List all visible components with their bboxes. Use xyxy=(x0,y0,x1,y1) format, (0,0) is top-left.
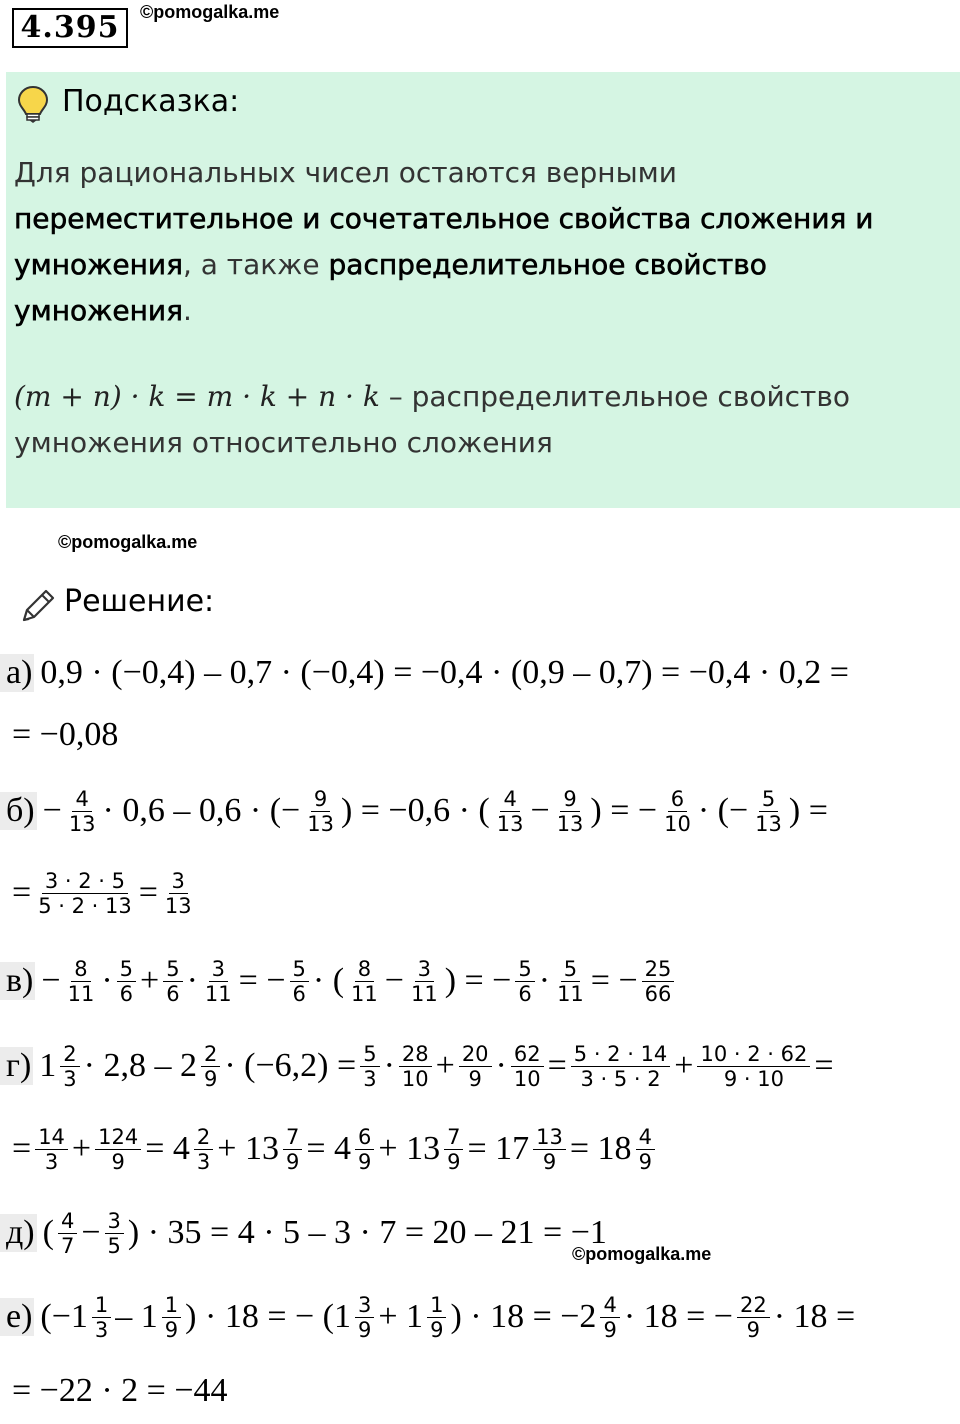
numerator: 10 · 2 · 62 xyxy=(697,1042,810,1067)
pencil-icon xyxy=(18,586,58,626)
fraction xyxy=(571,1042,671,1091)
expression-part: · xyxy=(538,962,551,999)
expression-part: · xyxy=(186,962,198,999)
fraction xyxy=(105,1209,124,1258)
expression-part: · 18 = xyxy=(773,1298,856,1335)
expression-part: + xyxy=(71,1130,92,1167)
denominator: 9 xyxy=(164,1317,179,1342)
expression: = −0,08 xyxy=(12,716,119,753)
numerator: 3 xyxy=(169,869,188,894)
numerator: 22 xyxy=(737,1293,770,1318)
fraction xyxy=(399,1042,432,1091)
expression-part: ) = − xyxy=(444,962,512,999)
expression-part: − xyxy=(41,962,61,999)
numerator: 13 xyxy=(533,1125,566,1150)
fraction xyxy=(515,957,534,1006)
expression: 0,9 · (−0,4) – 0,7 · (−0,4) = −0,4 · (0,9 – 0,7) = −0,4 · 0,2 = xyxy=(40,654,849,691)
expression-part: = xyxy=(12,874,32,911)
numerator: 25 xyxy=(642,957,675,982)
expression-part: = 4 xyxy=(145,1130,190,1167)
numerator: 7 xyxy=(283,1125,302,1150)
numerator: 5 · 2 · 14 xyxy=(571,1042,671,1067)
numerator: 3 xyxy=(415,957,434,982)
task-number: 4.395 xyxy=(12,8,128,48)
fraction xyxy=(58,1209,77,1258)
expression-part: (−1 xyxy=(40,1298,88,1335)
expression-part: = 4 xyxy=(306,1130,352,1167)
numerator: 5 xyxy=(561,957,580,982)
expression-part: · (−6,2) = xyxy=(224,1047,357,1084)
denominator: 9 xyxy=(638,1149,652,1174)
hint-formula: (m + n) · k = m · k + n · k – распределительное свойство умножения относительно сложения xyxy=(14,380,850,459)
fraction xyxy=(737,1293,770,1342)
expression-part: – 1 xyxy=(115,1298,158,1335)
solution-line-v xyxy=(0,950,678,1012)
expression-part: · ( xyxy=(312,962,345,999)
numerator: 4 xyxy=(636,1125,655,1150)
expression-part: + xyxy=(435,1047,455,1084)
expression-part: · (− xyxy=(697,792,749,829)
denominator: 9 xyxy=(542,1149,557,1174)
expression-part: · 18 = − xyxy=(623,1298,733,1335)
numerator: 8 xyxy=(355,957,374,982)
denominator: 11 xyxy=(204,981,232,1006)
numerator: 4 xyxy=(58,1209,77,1234)
numerator: 4 xyxy=(500,787,519,812)
hint-bold-1: переместительное и сочетательное свойства сложения и умножения xyxy=(14,202,874,281)
item-label: д) xyxy=(0,1214,37,1252)
item-label: г) xyxy=(0,1047,33,1085)
denominator: 3 xyxy=(44,1149,59,1174)
expression-part: − xyxy=(42,792,62,829)
fraction xyxy=(408,957,441,1006)
numerator: 9 xyxy=(560,787,579,812)
solution-line-g xyxy=(0,1033,834,1099)
expression-part: + 13 xyxy=(217,1130,279,1167)
numerator: 5 xyxy=(360,1042,379,1067)
denominator: 3 xyxy=(94,1317,109,1342)
fraction xyxy=(752,787,785,836)
denominator: 3 xyxy=(363,1066,377,1091)
numerator: 124 xyxy=(95,1125,141,1150)
denominator: 7 xyxy=(60,1233,75,1258)
expression-part: · 2,8 – 2 xyxy=(83,1047,197,1084)
expression-part: − xyxy=(530,792,550,829)
item-label: е) xyxy=(0,1298,34,1336)
expression-part: + 13 xyxy=(378,1130,441,1167)
denominator: 9 xyxy=(430,1317,444,1342)
denominator: 9 xyxy=(447,1149,461,1174)
fraction xyxy=(35,869,135,918)
expression-part: = 18 xyxy=(569,1130,632,1167)
denominator: 9 xyxy=(358,1149,372,1174)
solution-line-b xyxy=(0,780,828,842)
fraction xyxy=(92,1293,111,1342)
numerator: 6 xyxy=(355,1125,374,1150)
denominator: 6 xyxy=(166,981,180,1006)
fraction xyxy=(459,1042,492,1091)
numerator: 1 xyxy=(92,1293,111,1318)
expression-part: · 0,6 – 0,6 · (− xyxy=(102,792,301,829)
fraction xyxy=(636,1125,655,1174)
numerator: 7 xyxy=(444,1125,463,1150)
denominator: 10 xyxy=(513,1066,541,1091)
numerator: 5 xyxy=(759,787,778,812)
numerator: 5 xyxy=(515,957,534,982)
solution-line-a xyxy=(0,650,849,696)
fraction xyxy=(533,1125,566,1174)
expression: = −22 · 2 = −44 xyxy=(12,1372,228,1409)
fraction xyxy=(355,1125,374,1174)
denominator: 13 xyxy=(556,811,584,836)
expression-part: ) · 35 = 4 · 5 – 3 · 7 = 20 – 21 = −1 xyxy=(127,1214,607,1251)
fraction xyxy=(201,1042,220,1091)
expression-part: = xyxy=(12,1130,32,1167)
expression-part: ) · 18 = − (1 xyxy=(185,1298,351,1335)
numerator: 1 xyxy=(427,1293,446,1318)
numerator: 5 xyxy=(290,957,309,982)
denominator: 3 xyxy=(196,1149,211,1174)
denominator: 9 xyxy=(203,1066,218,1091)
denominator: 10 xyxy=(401,1066,429,1091)
numerator: 28 xyxy=(399,1042,432,1067)
denominator: 9 xyxy=(358,1317,372,1342)
denominator: 9 xyxy=(468,1066,482,1091)
numerator: 9 xyxy=(311,787,330,812)
fraction xyxy=(355,1293,374,1342)
fraction xyxy=(35,1125,68,1174)
item-label: б) xyxy=(0,792,37,830)
numerator: 8 xyxy=(71,957,90,982)
expression-part: · xyxy=(383,1047,395,1084)
denominator: 3 · 5 · 2 xyxy=(580,1066,661,1091)
denominator: 3 xyxy=(63,1066,77,1091)
denominator: 5 xyxy=(107,1233,121,1258)
watermark-top: ©pomogalka.me xyxy=(140,2,280,22)
fraction xyxy=(65,957,98,1006)
solution-line-g2 xyxy=(0,1118,659,1180)
expression-part: = − xyxy=(238,962,286,999)
formula-math: (m + n) · k = m · k + n · k xyxy=(14,380,380,413)
solution-line-b2 xyxy=(0,862,199,924)
fraction xyxy=(360,1042,379,1091)
denominator: 9 xyxy=(603,1317,617,1342)
fraction xyxy=(60,1042,79,1091)
expression-part: + 1 xyxy=(378,1298,424,1335)
expression-part: + xyxy=(140,962,160,999)
expression-part: = xyxy=(547,1047,567,1084)
numerator: 4 xyxy=(600,1293,619,1318)
numerator: 3 xyxy=(355,1293,374,1318)
fraction xyxy=(117,957,136,1006)
denominator: 66 xyxy=(644,981,672,1006)
expression-part: ) = xyxy=(788,792,828,829)
fraction xyxy=(95,1125,141,1174)
numerator: 20 xyxy=(459,1042,492,1067)
expression-part: − xyxy=(81,1214,101,1251)
fraction xyxy=(348,957,381,1006)
fraction xyxy=(444,1125,463,1174)
numerator: 3 xyxy=(209,957,228,982)
expression-part: + xyxy=(674,1047,694,1084)
fraction xyxy=(600,1293,619,1342)
numerator: 3 xyxy=(105,1209,124,1234)
fraction xyxy=(511,1042,544,1091)
numerator: 1 xyxy=(162,1293,181,1318)
numerator: 2 xyxy=(60,1042,79,1067)
denominator: 9 xyxy=(285,1149,300,1174)
fraction xyxy=(202,957,235,1006)
denominator: 6 xyxy=(518,981,532,1006)
expression-part: 1 xyxy=(39,1047,57,1084)
denominator: 13 xyxy=(496,811,524,836)
denominator: 10 xyxy=(664,811,691,836)
numerator: 4 xyxy=(72,787,91,812)
expression-part: ) = −0,6 · ( xyxy=(340,792,490,829)
expression-part: ( xyxy=(42,1214,54,1251)
expression-part: − xyxy=(384,962,404,999)
denominator: 11 xyxy=(351,981,378,1006)
expression-part: = xyxy=(138,874,158,911)
denominator: 13 xyxy=(307,811,334,836)
expression-part: = xyxy=(814,1047,834,1084)
fraction xyxy=(697,1042,810,1091)
numerator: 14 xyxy=(35,1125,68,1150)
fraction xyxy=(290,957,309,1006)
denominator: 11 xyxy=(67,981,95,1006)
fraction xyxy=(194,1125,213,1174)
fraction xyxy=(66,787,99,836)
solution-line-e2 xyxy=(0,1368,228,1414)
numerator: 62 xyxy=(511,1042,544,1067)
denominator: 5 · 2 · 13 xyxy=(38,893,132,918)
denominator: 9 xyxy=(746,1317,761,1342)
numerator: 6 xyxy=(668,787,687,812)
denominator: 9 · 10 xyxy=(723,1066,784,1091)
solution-line-d xyxy=(0,1202,607,1264)
fraction xyxy=(554,787,587,836)
fraction xyxy=(642,957,675,1006)
numerator: 3 · 2 · 5 xyxy=(42,869,128,894)
fraction xyxy=(283,1125,302,1174)
fraction xyxy=(427,1293,446,1342)
denominator: 11 xyxy=(410,981,438,1006)
solution-line-a2 xyxy=(0,712,118,758)
fraction xyxy=(554,957,587,1006)
solution-line-e xyxy=(0,1286,855,1348)
denominator: 9 xyxy=(111,1149,125,1174)
solution-title: Решение: xyxy=(64,584,215,619)
item-label: а) xyxy=(0,654,34,692)
numerator: 5 xyxy=(163,957,182,982)
fraction xyxy=(304,787,337,836)
denominator: 13 xyxy=(164,893,192,918)
denominator: 13 xyxy=(68,811,96,836)
hint-bold-2: распределительное свойство умножения xyxy=(14,248,767,327)
expression-part: ) · 18 = −2 xyxy=(450,1298,597,1335)
denominator: 11 xyxy=(557,981,584,1006)
lightbulb-icon xyxy=(16,84,50,124)
fraction xyxy=(162,869,195,918)
fraction xyxy=(494,787,527,836)
fraction xyxy=(661,787,694,836)
expression-part: · xyxy=(495,1047,507,1084)
item-label: в) xyxy=(0,962,35,1000)
fraction xyxy=(163,957,182,1006)
denominator: 6 xyxy=(292,981,306,1006)
numerator: 2 xyxy=(194,1125,213,1150)
hint-paragraph: Для рациональных чисел остаются верными переместительное и сочетательное свойства сложения и умножения, а также распределительное свойство умножения. xyxy=(14,156,874,327)
numerator: 5 xyxy=(117,957,136,982)
denominator: 6 xyxy=(119,981,134,1006)
fraction xyxy=(162,1293,181,1342)
expression-part: = − xyxy=(590,962,638,999)
watermark-middle: ©pomogalka.me xyxy=(58,532,198,552)
expression-part: = 17 xyxy=(467,1130,530,1167)
expression-part: · xyxy=(101,962,113,999)
denominator: 13 xyxy=(755,811,782,836)
hint-title: Подсказка: xyxy=(62,84,240,119)
expression-part: ) = − xyxy=(590,792,658,829)
watermark-bottom: ©pomogalka.me xyxy=(572,1244,712,1264)
numerator: 2 xyxy=(201,1042,220,1067)
